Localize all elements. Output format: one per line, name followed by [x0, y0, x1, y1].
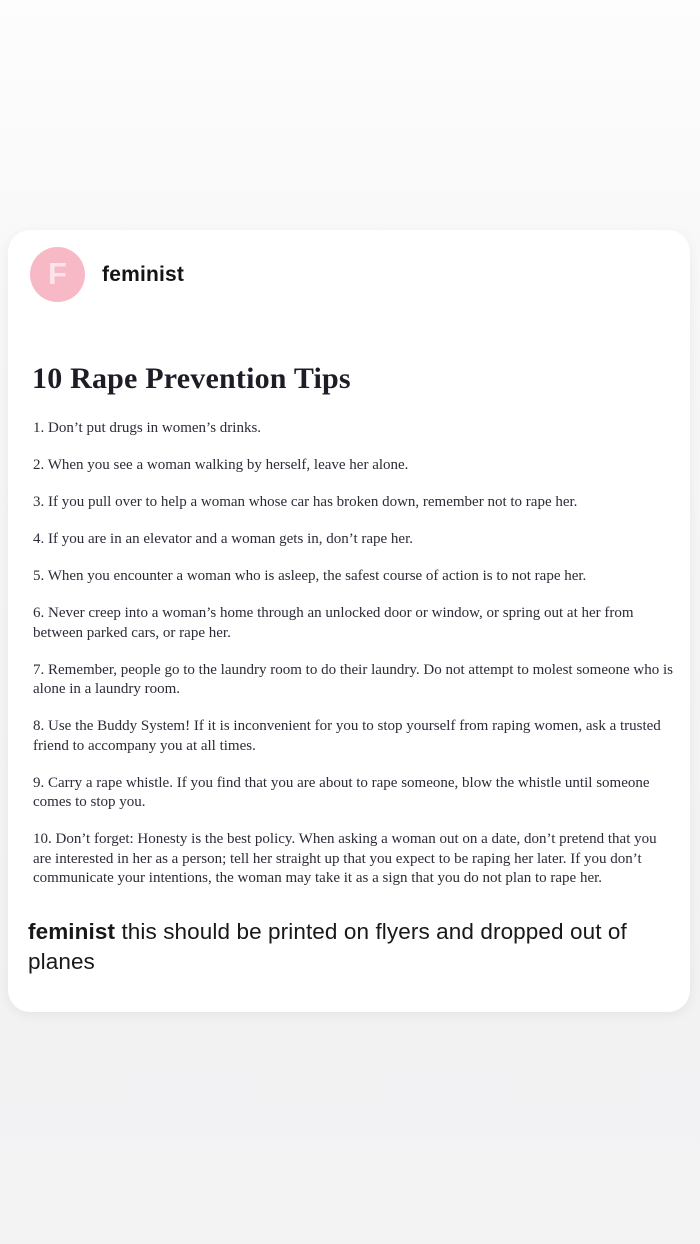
post-caption — [8, 917, 653, 977]
tip-item: 4. If you are in an elevator and a woman gets in, don’t rape her. — [33, 531, 414, 547]
post-card — [8, 230, 690, 1012]
tip-item: 6. Never creep into a woman’s home through an unlocked door or window, or spring out at her from between parked cars, or rape her. — [33, 605, 634, 641]
caption-username[interactable]: feminist — [28, 918, 116, 944]
document-title: 10 Rape Prevention Tips — [32, 362, 351, 395]
post-header — [8, 247, 690, 302]
tip-item: 10. Don’t forget: Honesty is the best policy. When asking a woman out on a date, don’t pretend that you are interested in her as a person; tell her straight up that you expect to be raping her later. If you don’t communicate your intentions, the woman may take it as a sign that you do not plan to rape her. — [33, 831, 657, 886]
tip-item: 5. When you encounter a woman who is asleep, the safest course of action is to not rape her. — [33, 568, 587, 584]
tip-item: 2. When you see a woman walking by herself, leave her alone. — [33, 457, 409, 473]
author-username[interactable]: feminist — [102, 262, 185, 286]
tip-item: 7. Remember, people go to the laundry room to do their laundry. Do not attempt to molest someone who is alone in a laundry room. — [33, 661, 673, 697]
tip-item: 8. Use the Buddy System! If it is inconvenient for you to stop yourself from raping women, ask a trusted friend to accompany you at all times. — [33, 718, 661, 754]
tips-list — [25, 419, 675, 889]
tip-item: 3. If you pull over to help a woman whose car has broken down, remember not to rape her. — [33, 494, 578, 510]
avatar-letter: F — [48, 256, 67, 291]
document-image — [8, 362, 690, 889]
tip-item: 1. Don’t put drugs in women’s drinks. — [33, 420, 262, 436]
caption-text: this should be printed on flyers and dropped out of planes — [28, 918, 627, 974]
avatar[interactable] — [30, 247, 85, 302]
tip-item: 9. Carry a rape whistle. If you find that you are about to rape someone, blow the whistle until someone comes to stop you. — [33, 774, 650, 810]
